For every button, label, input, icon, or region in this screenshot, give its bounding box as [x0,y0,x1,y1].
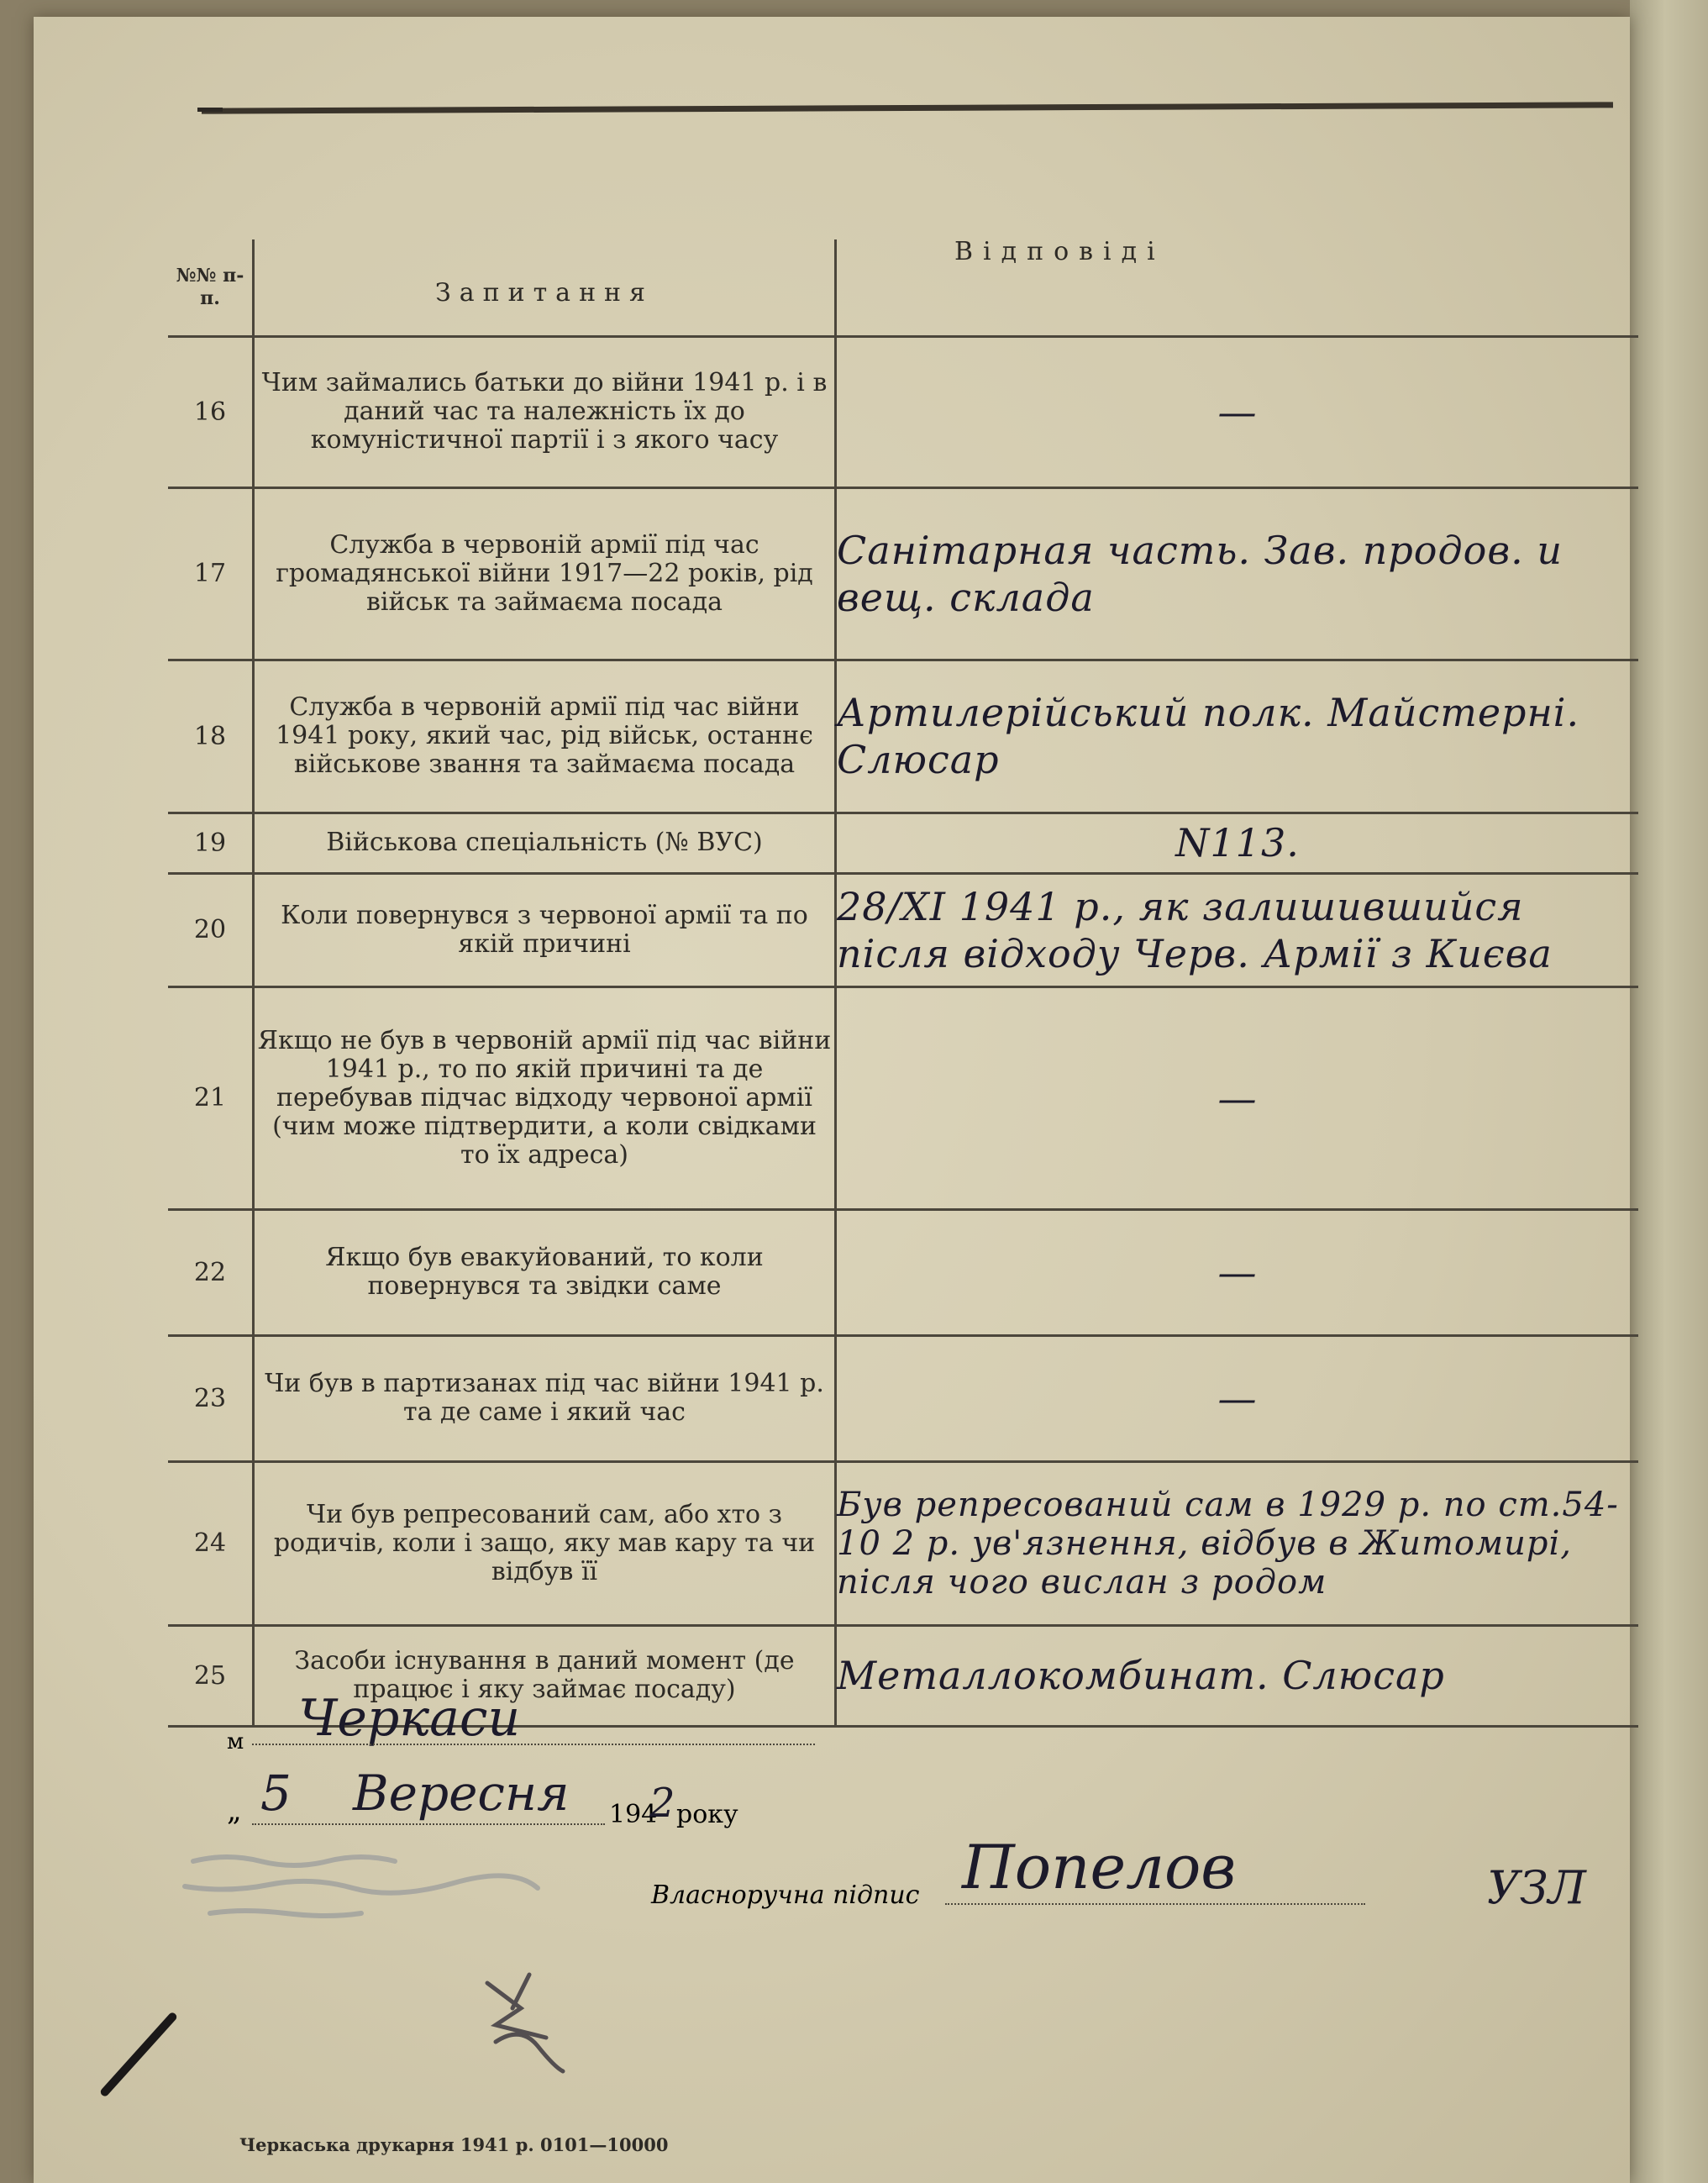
row-question: Чи був репресований сам, або хто з родичів, коли і защо, яку мав кару та чи відбув її [254,1461,836,1625]
table-row [168,660,1638,813]
row-question: Коли повернувся з червоної армії та по якій причині [254,873,836,986]
table-header-row [168,239,1638,336]
row-question: Військова спеціальність (№ ВУС) [254,813,836,873]
year-suffix: року [676,1800,738,1829]
row-answer: Артилерійський полк. Майстерні. Слюсар [836,660,1639,813]
row-number: 17 [168,487,254,660]
row-question: Якщо був евакуйований, то коли повернувся та звідки саме [254,1209,836,1335]
row-number: 24 [168,1461,254,1625]
row-answer: Санітарная часть. Зав. продов. и вещ. склада [836,487,1639,660]
row-number: 25 [168,1625,254,1726]
initials-value: УЗЛ [1487,1861,1586,1914]
date-underline [252,1823,605,1825]
header-num [168,239,254,336]
table-row [168,873,1638,986]
signature-value: Попелов [962,1832,1237,1902]
row-answer: Був репресований сам в 1929 р. по ст.54-10 2 р. ув'язнення, відбув в Житомирі, після чого вислан з родом [836,1461,1639,1625]
signature-label: Власноручна підпис [651,1881,920,1910]
header-answer [836,236,1639,336]
row-question: Служба в червоній армії під час громадянської війни 1917—22 років, рід військ та займаєма посада [254,487,836,660]
printer-imprint: Черкаська друкарня 1941 р. 0101—10000 [239,2134,669,2155]
row-question: Чим займались батьки до війни 1941 р. і в даний час та належність їх до комуністичної партії і з якого часу [254,336,836,487]
row-answer: — [836,986,1639,1209]
row-number: 16 [168,336,254,487]
signature-underline [945,1903,1365,1905]
row-answer: — [836,336,1639,487]
row-answer: N113. [836,813,1639,873]
back-sheet [1630,0,1708,2183]
row-number: 18 [168,660,254,813]
header-num-label: №№ п-п. [176,265,244,309]
table-row [168,1461,1638,1625]
city-value: Черкаси [298,1689,521,1748]
city-underline [252,1744,815,1745]
faded-stamp [176,1836,613,1928]
row-number: 20 [168,873,254,986]
table-row [168,336,1638,487]
row-answer: — [836,1335,1639,1461]
year-print: 194 [609,1800,658,1829]
header-question-label: Запитання [435,278,654,308]
year-hand: 2 [649,1780,675,1827]
row-question: Служба в червоній армії під час війни 1941 року, який час, рід військ, останнє військове звання та займаєма посада [254,660,836,813]
day-open-quote: „ [227,1794,242,1828]
header-question [254,239,836,336]
city-prefix: м [227,1729,244,1754]
day-value: 5 [260,1765,292,1822]
row-number: 23 [168,1335,254,1461]
row-number: 19 [168,813,254,873]
ink-scribble [470,1966,580,2084]
table-row [168,986,1638,1209]
month-value: Вересня [353,1765,570,1822]
top-dash [197,108,223,112]
row-question: Якщо не був в червоній армії під час війни 1941 р., то по якій причині та де перебував підчас відходу червоної армії (чим може підтвердити, а коли свідками то їх адреса) [254,986,836,1209]
table-row [168,1335,1638,1461]
row-answer: — [836,1209,1639,1335]
table-row [168,1209,1638,1335]
table-row [168,487,1638,660]
row-answer: Металлокомбинат. Слюсар [836,1625,1639,1726]
row-number: 21 [168,986,254,1209]
header-answer-label: Відповіді [954,236,1165,266]
questionnaire-table [168,236,1638,1728]
row-answer: 28/XI 1941 р., як залишившийся після відходу Черв. Армії з Києва [836,873,1639,986]
table-row [168,813,1638,873]
row-number: 22 [168,1209,254,1335]
row-question: Засоби існування в даний момент (де працює і яку займає посаду) [254,1625,836,1726]
row-question: Чи був в партизанах під час війни 1941 р. та де саме і який час [254,1335,836,1461]
